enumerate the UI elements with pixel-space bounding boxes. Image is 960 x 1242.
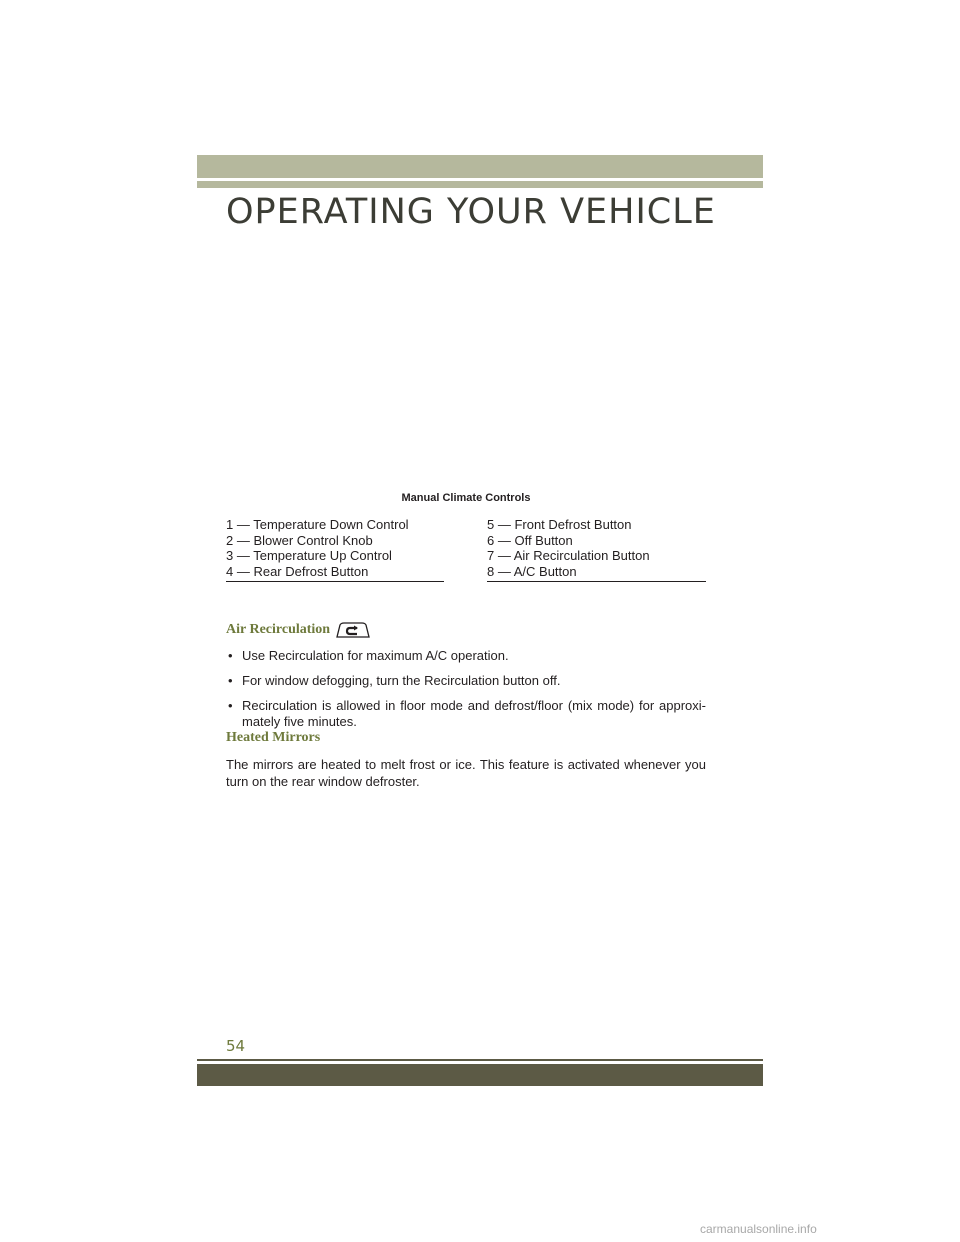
- air-recirculation-heading: Air Recirculation: [226, 622, 331, 637]
- figure-caption: Manual Climate Controls: [401, 492, 531, 504]
- legend-left: [226, 517, 444, 582]
- header-band: [197, 155, 763, 178]
- header-rule: [197, 181, 763, 188]
- heated-mirrors-body: The mirrors are heated to melt frost or ice. This feature is activated whenever you turn on the rear window defroster.: [226, 757, 706, 789]
- list-item: • Recirculation is allowed in floor mode and defrost/floor (mix mode) for approxi-mately five minutes.: [228, 698, 706, 729]
- page-number: 54: [226, 1037, 246, 1055]
- figure-placeholder: [226, 250, 706, 480]
- legend-item: 5 — Front Defrost Button: [487, 517, 632, 532]
- legend-item: 2 — Blower Control Knob: [226, 532, 373, 548]
- heated-mirrors-heading: Heated Mirrors: [226, 730, 321, 745]
- legend-item: 3 — Temperature Up Control: [226, 548, 392, 563]
- legend-item: 8 — A/C Button: [487, 563, 577, 579]
- section-title: OPERATING YOUR VEHICLE: [226, 192, 716, 232]
- footer-rule: [197, 1059, 763, 1061]
- air-recirculation-icon: [334, 620, 372, 640]
- legend-item: 6 — Off Button: [487, 532, 573, 548]
- air-recirculation-bullets: [226, 648, 706, 739]
- list-item: • Use Recirculation for maximum A/C operation.: [228, 648, 509, 663]
- watermark: carmanualsonline.info: [700, 1222, 817, 1236]
- legend-item: 1 — Temperature Down Control: [226, 517, 409, 532]
- legend-item: 7 — Air Recirculation Button: [487, 548, 650, 563]
- footer-band: [197, 1064, 763, 1086]
- list-item: • For window defogging, turn the Recirculation button off.: [228, 673, 561, 688]
- legend-item: 4 — Rear Defrost Button: [226, 563, 369, 579]
- legend-right: [487, 517, 706, 582]
